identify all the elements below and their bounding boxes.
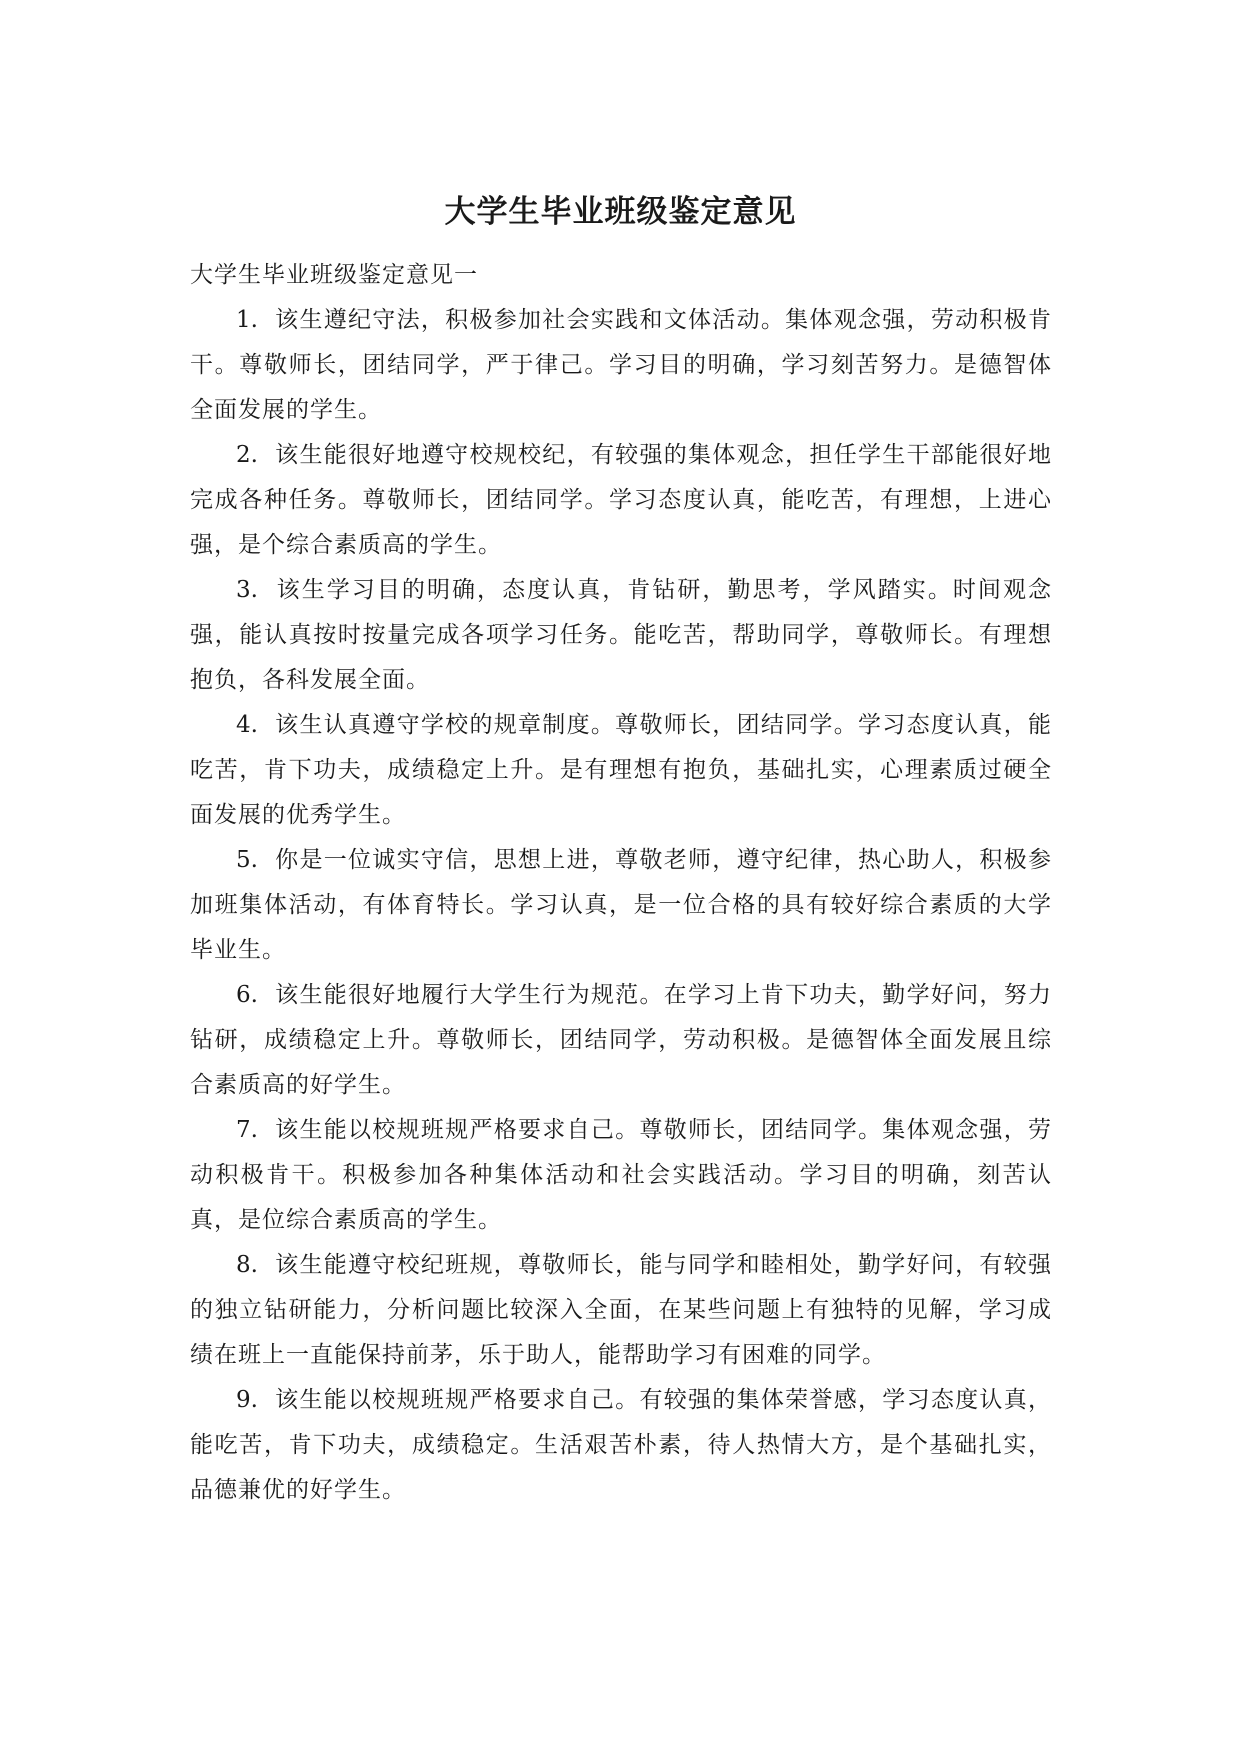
list-item <box>190 1378 1052 1513</box>
item-number: 1. <box>236 307 258 333</box>
item-number: 7. <box>236 1117 258 1143</box>
item-number: 4. <box>236 712 258 738</box>
list-item <box>190 703 1052 838</box>
item-number: 8. <box>236 1252 258 1278</box>
list-item <box>190 433 1052 568</box>
item-number: 5. <box>236 847 258 873</box>
document-body <box>190 253 1052 1513</box>
item-text: 该生能遵守校纪班规，尊敬师长，能与同学和睦相处，勤学好问，有较强的独立钻研能力，分析问题比较深入全面，在某些问题上有独特的见解，学习成绩在班上一直能保持前茅，乐于助人，能帮助学习有困难的同学。 <box>190 1252 1053 1368</box>
item-text: 该生学习目的明确，态度认真，肯钻研，勤思考，学风踏实。时间观念强，能认真按时按量完成各项学习任务。能吃苦，帮助同学，尊敬师长。有理想抱负，各科发展全面。 <box>190 577 1053 693</box>
item-text: 该生能很好地履行大学生行为规范。在学习上肯下功夫，勤学好问，努力钻研，成绩稳定上升。尊敬师长，团结同学，劳动积极。是德智体全面发展且综合素质高的好学生。 <box>190 982 1053 1098</box>
document-title: 大学生毕业班级鉴定意见 <box>444 194 797 230</box>
item-text: 该生能以校规班规严格要求自己。有较强的集体荣誉感，学习态度认真，能吃苦，肯下功夫，成绩稳定。生活艰苦朴素，待人热情大方，是个基础扎实，品德兼优的好学生。 <box>190 1387 1053 1503</box>
list-item <box>190 1108 1052 1243</box>
item-number: 3. <box>236 577 258 603</box>
item-number: 9. <box>236 1387 258 1413</box>
list-item <box>190 298 1052 433</box>
item-text: 你是一位诚实守信，思想上进，尊敬老师，遵守纪律，热心助人，积极参加班集体活动，有体育特长。学习认真，是一位合格的具有较好综合素质的大学毕业生。 <box>190 847 1053 963</box>
item-number: 6. <box>236 982 258 1008</box>
item-text: 该生遵纪守法，积极参加社会实践和文体活动。集体观念强，劳动积极肯干。尊敬师长，团结同学，严于律己。学习目的明确，学习刻苦努力。是德智体全面发展的学生。 <box>190 307 1053 423</box>
list-item <box>190 838 1052 973</box>
section-subtitle: 大学生毕业班级鉴定意见一 <box>190 262 478 288</box>
item-text: 该生认真遵守学校的规章制度。尊敬师长，团结同学。学习态度认真，能吃苦，肯下功夫，成绩稳定上升。是有理想有抱负，基础扎实，心理素质过硬全面发展的优秀学生。 <box>190 712 1053 828</box>
item-number: 2. <box>236 442 258 468</box>
item-text: 该生能以校规班规严格要求自己。尊敬师长，团结同学。集体观念强，劳动积极肯干。积极参加各种集体活动和社会实践活动。学习目的明确，刻苦认真，是位综合素质高的学生。 <box>190 1117 1053 1233</box>
list-item <box>190 568 1052 703</box>
list-item <box>190 973 1052 1108</box>
item-text: 该生能很好地遵守校规校纪，有较强的集体观念，担任学生干部能很好地完成各种任务。尊敬师长，团结同学。学习态度认真，能吃苦，有理想，上进心强，是个综合素质高的学生。 <box>190 442 1053 558</box>
list-item <box>190 1243 1052 1378</box>
